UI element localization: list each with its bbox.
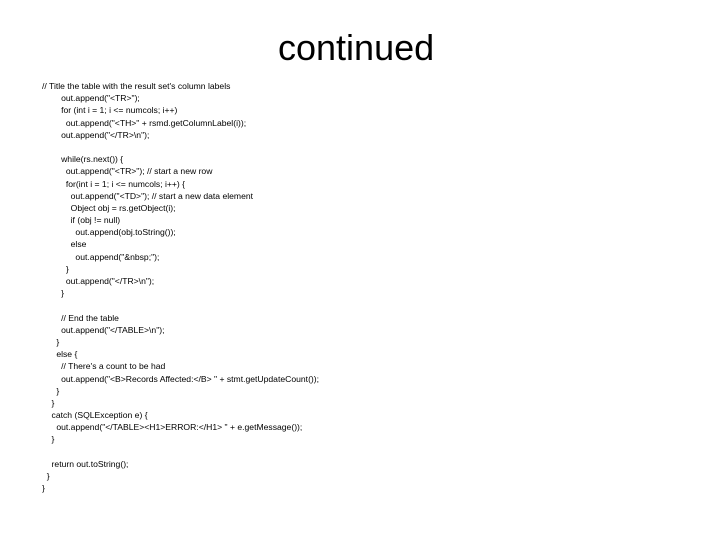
code-line: } bbox=[42, 434, 55, 445]
code-line: else { bbox=[42, 349, 78, 360]
code-line: out.append("<B>Records Affected:</B> " + stmt.getUpdateCount()); bbox=[42, 373, 320, 384]
code-line: else bbox=[42, 239, 87, 250]
code-line: } bbox=[42, 471, 50, 481]
code-line: return out.toString(); bbox=[42, 458, 129, 469]
code-line: out.append("</TR>\n"); bbox=[42, 129, 150, 140]
code-line: } bbox=[42, 483, 45, 494]
code-line bbox=[42, 446, 702, 458]
code-line: } bbox=[42, 336, 60, 347]
code-listing bbox=[42, 80, 702, 494]
code-line: out.append("<TH>" + rsmd.getColumnLabel(i)); bbox=[42, 117, 247, 128]
code-line: if (obj != null) bbox=[42, 215, 121, 226]
code-line: } bbox=[42, 263, 69, 274]
code-line: } bbox=[42, 288, 64, 299]
code-line: out.append("&nbsp;"); bbox=[42, 251, 160, 262]
code-line: out.append("</TABLE><H1>ERROR:</H1> " + e.getMessage()); bbox=[42, 422, 303, 433]
code-line: for(int i = 1; i <= numcols; i++) { bbox=[42, 178, 186, 189]
code-line: } bbox=[42, 397, 55, 408]
code-line bbox=[42, 141, 702, 153]
code-line: out.append("</TABLE>\n"); bbox=[42, 324, 165, 335]
code-line bbox=[42, 299, 702, 311]
code-line: // Title the table with the result set's column labels bbox=[42, 81, 231, 91]
code-line: // There's a count to be had bbox=[42, 361, 166, 372]
code-line: } bbox=[42, 385, 60, 396]
code-line: while(rs.next()) { bbox=[42, 154, 124, 165]
code-line: // End the table bbox=[42, 312, 119, 323]
slide-title-text: continued bbox=[278, 27, 435, 68]
code-line: Object obj = rs.getObject(i); bbox=[42, 202, 176, 213]
code-line: out.append("<TR>"); // start a new row bbox=[42, 166, 213, 177]
code-line: for (int i = 1; i <= numcols; i++) bbox=[42, 105, 178, 116]
code-line: out.append(obj.toString()); bbox=[42, 227, 176, 238]
slide-title bbox=[0, 26, 720, 70]
code-line: out.append("</TR>\n"); bbox=[42, 276, 155, 286]
code-line: out.append("<TD>"); // start a new data element bbox=[42, 190, 254, 201]
code-line: out.append("<TR>"); bbox=[42, 93, 140, 104]
code-line: catch (SQLException e) { bbox=[42, 410, 148, 421]
